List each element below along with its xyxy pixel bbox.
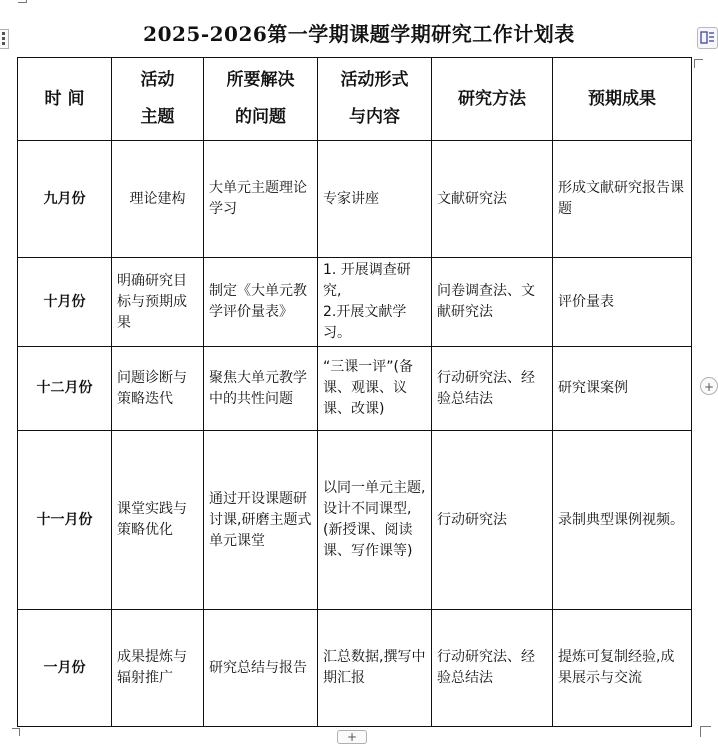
header-result: 预期成果	[553, 58, 692, 141]
row-method: 问卷调查法、文献研究法	[432, 258, 553, 347]
table-row	[18, 258, 692, 347]
row-method: 行动研究法、经验总结法	[432, 610, 553, 727]
row-problem: 通过开设课题研讨课,研磨主题式单元课堂	[204, 431, 318, 610]
crop-mark-top-left	[18, 0, 27, 3]
crop-mark-bottom-left	[12, 728, 20, 736]
row-method: 行动研究法	[432, 431, 553, 610]
row-problem: 研究总结与报告	[204, 610, 318, 727]
header-topic: 活动 主题	[112, 58, 204, 141]
row-result: 提炼可复制经验,成果展示与交流	[553, 610, 692, 727]
crop-mark-top-right	[694, 59, 703, 68]
row-month: 一月份	[18, 610, 112, 727]
crop-mark-bottom-right	[700, 726, 711, 737]
row-topic: 课堂实践与策略优化	[112, 431, 204, 610]
plus-icon: +	[703, 380, 715, 394]
header-problem: 所要解决 的问题	[204, 58, 318, 141]
row-problem: 聚焦大单元教学中的共性问题	[204, 347, 318, 431]
row-form: 以同一单元主题,设计不同课型,(新授课、阅读课、写作课等)	[318, 431, 432, 610]
row-result: 评价量表	[553, 258, 692, 347]
row-method: 文献研究法	[432, 141, 553, 258]
header-form: 活动形式 与内容	[318, 58, 432, 141]
row-form: 专家讲座	[318, 141, 432, 258]
row-topic: 理论建构	[112, 141, 204, 258]
row-month: 九月份	[18, 141, 112, 258]
add-column-button[interactable]	[700, 377, 718, 395]
row-result: 录制典型课例视频。	[553, 431, 692, 610]
row-topic: 问题诊断与策略迭代	[112, 347, 204, 431]
plus-icon: +	[346, 730, 358, 744]
table-row	[18, 347, 692, 431]
row-topic: 明确研究目标与预期成果	[112, 258, 204, 347]
row-result: 形成文献研究报告课题	[553, 141, 692, 258]
row-problem: 大单元主题理论学习	[204, 141, 318, 258]
table-row	[18, 431, 692, 610]
row-form: 汇总数据,撰写中期汇报	[318, 610, 432, 727]
table-row	[18, 141, 692, 258]
table-header-row	[18, 58, 692, 141]
row-problem: 制定《大单元教学评价量表》	[204, 258, 318, 347]
row-form: 1. 开展调查研究, 2.开展文献学习。	[318, 258, 432, 347]
row-month: 十二月份	[18, 347, 112, 431]
header-method: 研究方法	[432, 58, 553, 141]
document-title: 2025-2026第一学期课题学期研究工作计划表	[143, 22, 575, 46]
row-month: 十一月份	[18, 431, 112, 610]
table-row	[18, 610, 692, 727]
header-time: 时 间	[18, 58, 112, 141]
row-topic: 成果提炼与辐射推广	[112, 610, 204, 727]
row-result: 研究课案例	[553, 347, 692, 431]
research-plan-table	[17, 57, 692, 727]
row-month: 十月份	[18, 258, 112, 347]
row-form: “三课一评”(备课、观课、议课、改课)	[318, 347, 432, 431]
add-row-button[interactable]	[337, 730, 367, 744]
row-method: 行动研究法、经验总结法	[432, 347, 553, 431]
